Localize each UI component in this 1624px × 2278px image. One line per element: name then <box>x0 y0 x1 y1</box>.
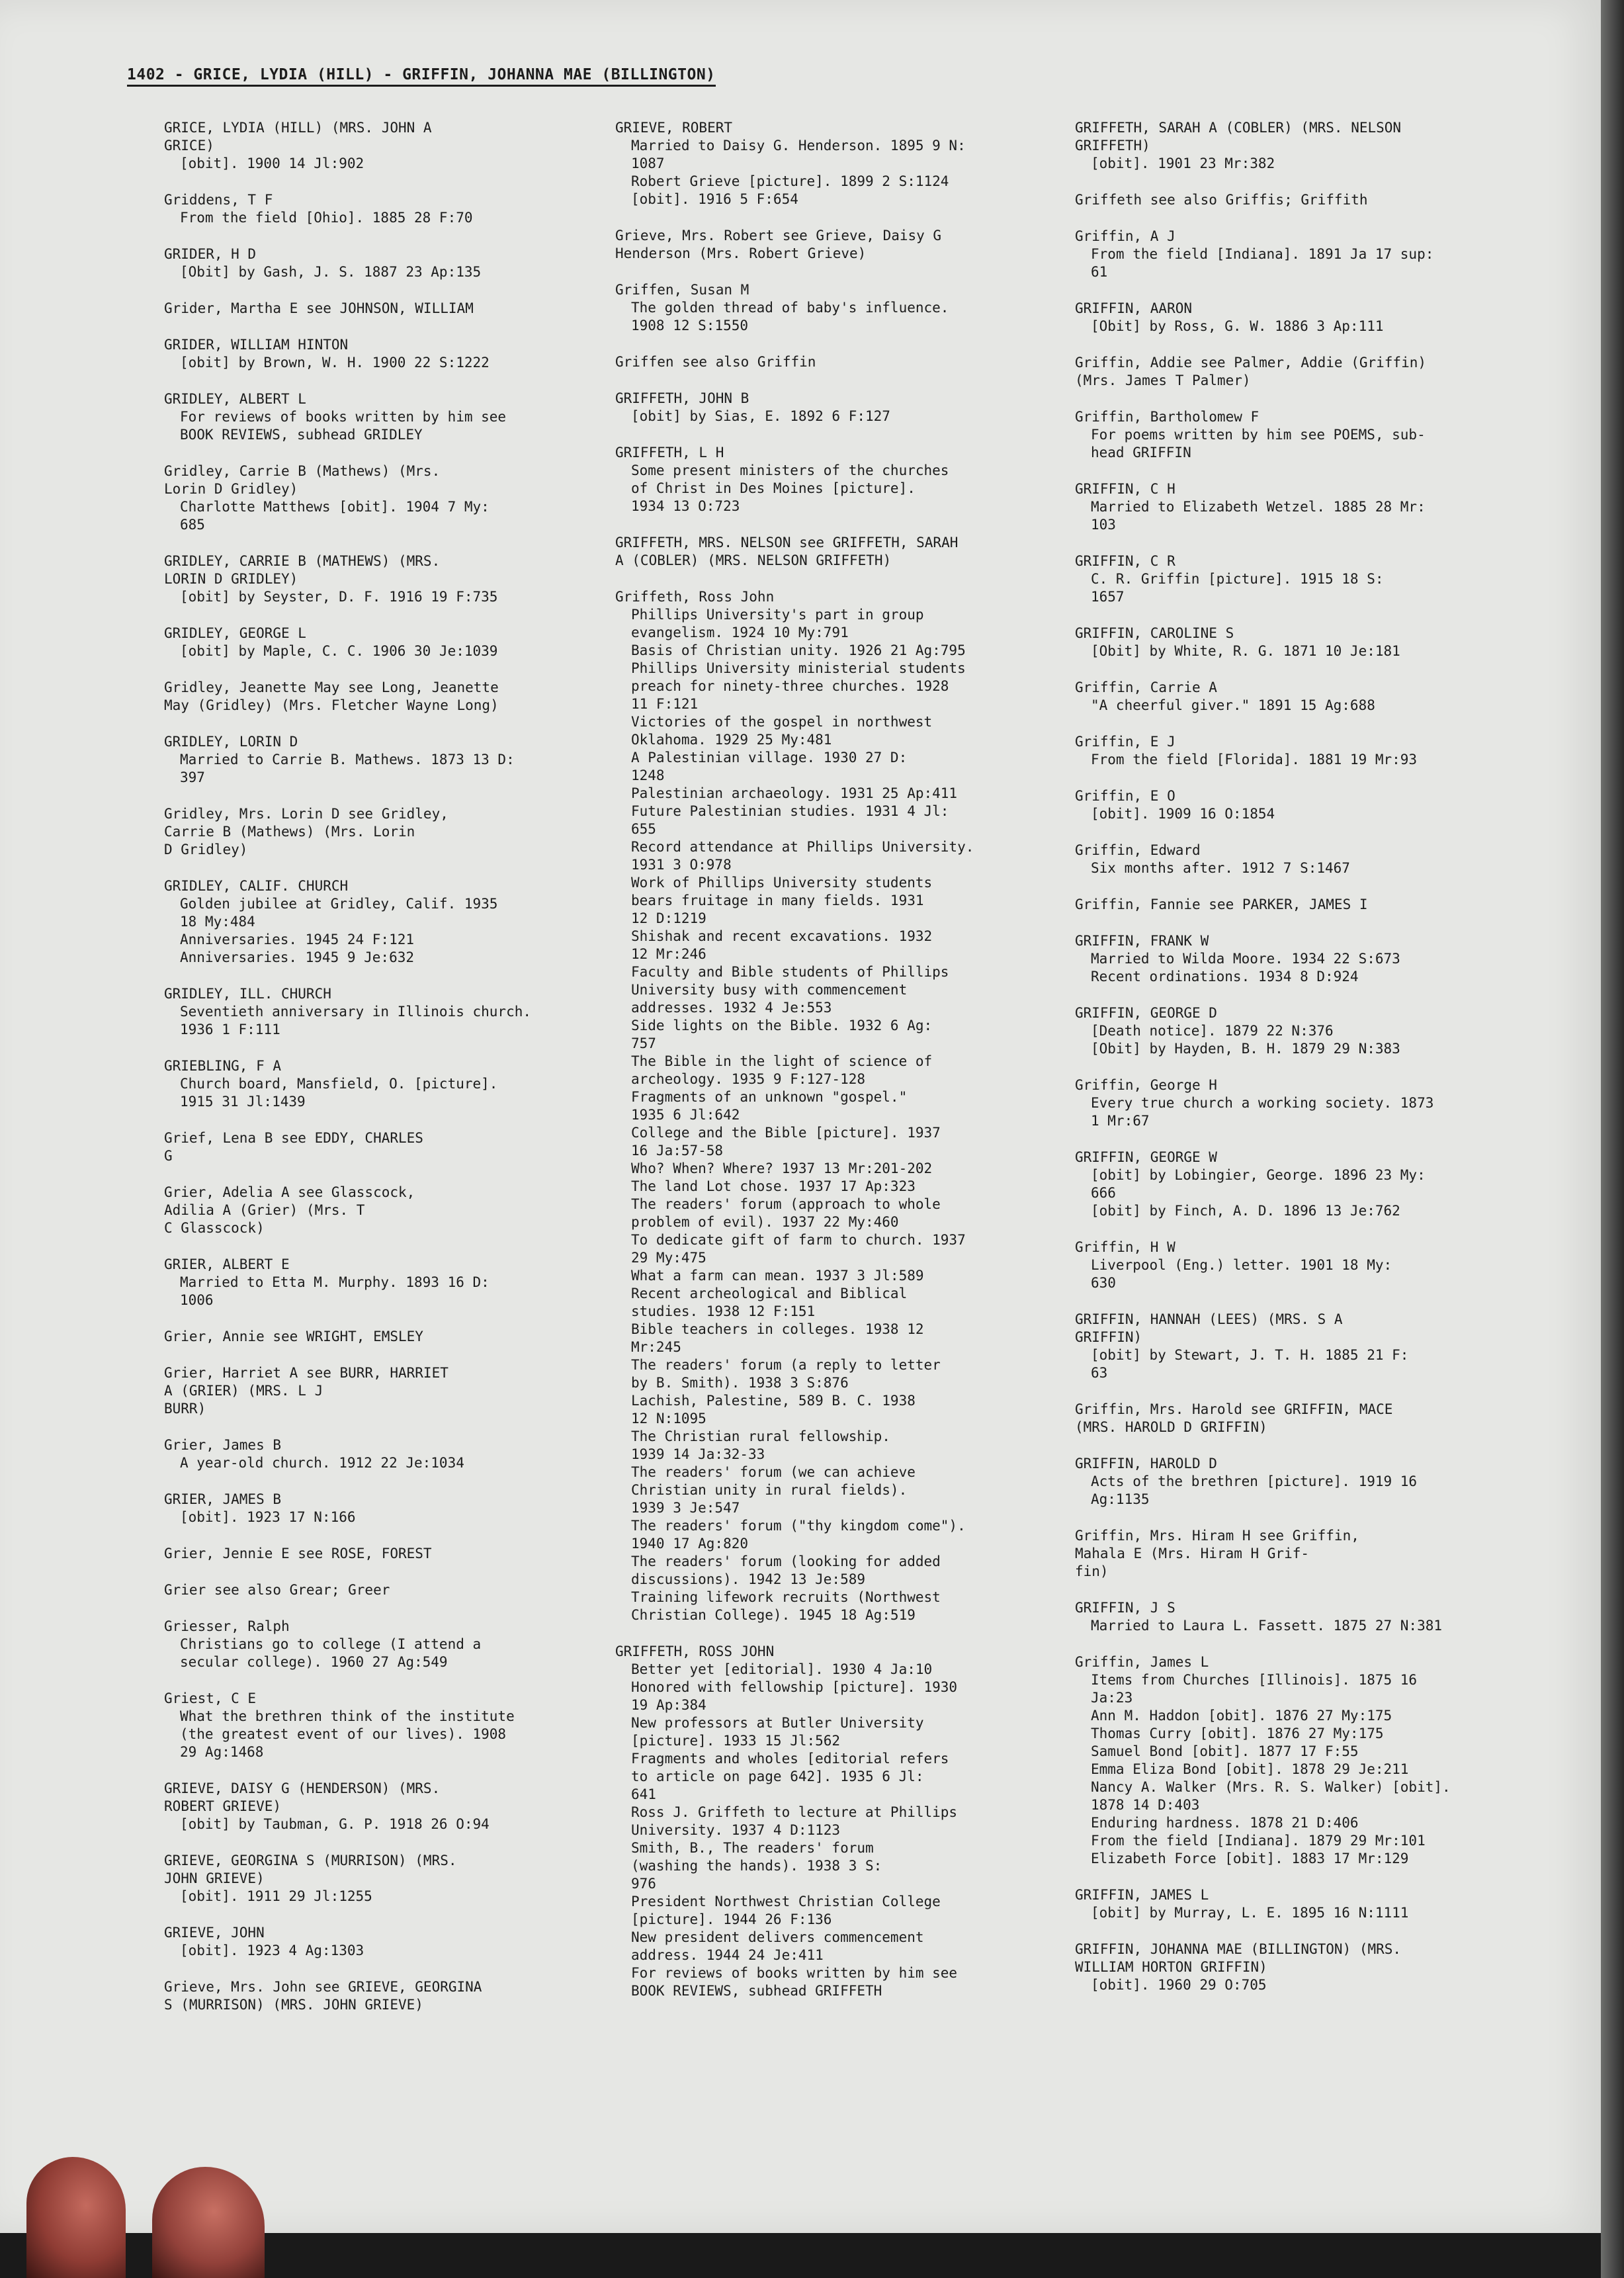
entry-heading: GRIFFIN, FRANK W <box>1075 933 1209 949</box>
entry-heading: Grier, Jennie E see ROSE, FOREST <box>164 1546 432 1561</box>
entry-citation: [obit] by Maple, C. C. 1906 30 Je:1039 <box>180 643 498 659</box>
entry-citation: Who? When? Where? 1937 13 Mr:201-202 <box>631 1161 933 1176</box>
index-entry <box>164 1618 607 1671</box>
entry-citation: To dedicate gift of farm to church. 1937 29 My:475 <box>631 1232 966 1266</box>
entry-citation: [obit] by Murray, L. E. 1895 16 N:1111 <box>1091 1905 1409 1921</box>
index-entry <box>1075 1599 1518 1635</box>
entry-citation: The readers' forum ("thy kingdom come"). 1940 17 Ag:820 <box>631 1518 966 1552</box>
entry-citation: [Obit] by White, R. G. 1871 10 Je:181 <box>1091 643 1400 659</box>
index-entry <box>164 1924 607 1960</box>
index-entry <box>615 444 1058 515</box>
entry-heading: Griffin, Carrie A <box>1075 679 1217 695</box>
index-entry <box>164 390 607 444</box>
entry-heading: GRIEVE, JOHN <box>164 1925 265 1941</box>
entry-heading: Griffin, George H <box>1075 1077 1217 1093</box>
entry-citation: [obit] by Taubman, G. P. 1918 26 O:94 <box>180 1816 490 1832</box>
entry-heading: Griffin, Addie see Palmer, Addie (Griffin) (Mrs. James T Palmer) <box>1075 355 1427 388</box>
index-entry <box>164 733 607 787</box>
index-entry <box>164 1780 607 1833</box>
entry-heading: GRIDLEY, ILL. CHURCH <box>164 986 331 1002</box>
index-entry <box>1075 1401 1518 1436</box>
index-entry <box>1075 1653 1518 1868</box>
entry-heading: Griffin, Mrs. Harold see GRIFFIN, MACE (MRS. HAROLD D GRIFFIN) <box>1075 1401 1393 1435</box>
entry-citation: Married to Laura L. Fassett. 1875 27 N:381 <box>1091 1618 1443 1634</box>
index-entry <box>164 985 607 1039</box>
index-entry <box>164 1328 607 1346</box>
entry-heading: GRIDLEY, CALIF. CHURCH <box>164 878 349 894</box>
entry-heading: Grier, Harriet A see BURR, HARRIET A (GRIER) (MRS. L J BURR) <box>164 1365 449 1417</box>
entry-citation: [obit] by Lobingier, George. 1896 23 My: 666 <box>1091 1167 1426 1201</box>
entry-heading: GRIER, JAMES B <box>164 1491 282 1507</box>
entry-citation: Ann M. Haddon [obit]. 1876 27 My:175 <box>1091 1708 1392 1724</box>
entry-citation: [Obit] by Ross, G. W. 1886 3 Ap:111 <box>1091 318 1384 334</box>
entry-heading: Grieve, Mrs. John see GRIEVE, GEORGINA S (MURRISON) (MRS. JOHN GRIEVE) <box>164 1979 482 2013</box>
entry-heading: Griffin, Bartholomew F <box>1075 409 1260 425</box>
index-entry <box>164 1690 607 1761</box>
entry-citation: Six months after. 1912 7 S:1467 <box>1091 860 1350 876</box>
index-entry <box>1075 1076 1518 1130</box>
entry-heading: Grief, Lena B see EDDY, CHARLES G <box>164 1130 423 1164</box>
entry-citation: Recent ordinations. 1934 8 D:924 <box>1091 969 1359 985</box>
entry-citation: [obit] by Seyster, D. F. 1916 19 F:735 <box>180 589 498 605</box>
entry-citation: The golden thread of baby's influence. 1908 12 S:1550 <box>631 300 949 333</box>
index-entry <box>1075 1941 1518 1994</box>
entry-heading: Grier, Adelia A see Glasscock, Adilia A (Grier) (Mrs. T C Glasscock) <box>164 1184 415 1236</box>
entry-citation: A Palestinian village. 1930 27 D: 1248 <box>631 750 908 783</box>
entry-citation: Robert Grieve [picture]. 1899 2 S:1124 <box>631 173 949 189</box>
entry-citation: Married to Wilda Moore. 1934 22 S:673 <box>1091 951 1400 967</box>
entry-citation: Basis of Christian unity. 1926 21 Ag:795 <box>631 642 966 658</box>
index-entry <box>164 1545 607 1563</box>
entry-heading: GRICE, LYDIA (HILL) (MRS. JOHN A GRICE) <box>164 120 432 153</box>
thumb-left <box>26 2157 126 2278</box>
index-entry <box>164 625 607 660</box>
index-entry <box>164 1978 607 2014</box>
index-entry <box>615 119 1058 208</box>
entry-citation: Honored with fellowship [picture]. 1930 19 Ap:384 <box>631 1679 958 1713</box>
entry-citation: Some present ministers of the churches of Christ in Des Moines [picture]. 1934 13 O:723 <box>631 462 949 514</box>
index-entry <box>1075 1527 1518 1581</box>
entry-heading: GRIFFIN, HANNAH (LEES) (MRS. S A GRIFFIN) <box>1075 1311 1343 1345</box>
column-2 <box>615 119 1058 2019</box>
column-3 <box>1075 119 1518 2013</box>
entry-citation: Thomas Curry [obit]. 1876 27 My:175 <box>1091 1726 1384 1741</box>
entry-heading: Griffin, Edward <box>1075 842 1201 858</box>
entry-heading: Griffeth see also Griffis; Griffith <box>1075 192 1368 208</box>
index-entry <box>1075 119 1518 173</box>
entry-heading: GRIEVE, DAISY G (HENDERSON) (MRS. ROBERT GRIEVE) <box>164 1780 441 1814</box>
entry-citation: [Death notice]. 1879 22 N:376 <box>1091 1023 1334 1039</box>
entry-citation: [obit]. 1909 16 O:1854 <box>1091 806 1275 822</box>
entry-citation: C. R. Griffin [picture]. 1915 18 S: 1657 <box>1091 571 1384 605</box>
index-entry <box>1075 842 1518 877</box>
index-entry <box>1075 408 1518 462</box>
entry-citation: [obit]. 1960 29 O:705 <box>1091 1977 1267 1993</box>
entry-citation: The Bible in the light of science of archeology. 1935 9 F:127-128 <box>631 1053 933 1087</box>
entry-heading: Griffin, Fannie see PARKER, JAMES I <box>1075 897 1368 912</box>
entry-citation: Phillips University ministerial students preach for ninety-three churches. 1928 11 F:121 <box>631 660 966 712</box>
entry-citation: [obit] by Stewart, J. T. H. 1885 21 F: 63 <box>1091 1347 1409 1381</box>
entry-heading: GRIDER, WILLIAM HINTON <box>164 337 349 353</box>
page-edge-shadow <box>1601 0 1624 2278</box>
entry-citation: The readers' forum (looking for added discussions). 1942 13 Je:589 <box>631 1554 941 1587</box>
entry-heading: Grier, Annie see WRIGHT, EMSLEY <box>164 1329 423 1344</box>
entry-citation: From the field [Indiana]. 1891 Ja 17 sup: 61 <box>1091 246 1434 280</box>
entry-citation: Nancy A. Walker (Mrs. R. S. Walker) [obit]. 1878 14 D:403 <box>1091 1779 1451 1813</box>
entry-heading: GRIFFETH, JOHN B <box>615 390 749 406</box>
index-entry <box>164 191 607 227</box>
entry-citation: Better yet [editorial]. 1930 4 Ja:10 <box>631 1661 933 1677</box>
entry-heading: GRIFFIN, J S <box>1075 1600 1175 1616</box>
entry-heading: Gridley, Mrs. Lorin D see Gridley, Carrie B (Mathews) (Mrs. Lorin D Gridley) <box>164 806 449 857</box>
index-entry <box>164 1436 607 1472</box>
entry-citation: The readers' forum (we can achieve Christian unity in rural fields). 1939 3 Je:547 <box>631 1464 916 1516</box>
entry-citation: Shishak and recent excavations. 1932 12 Mr:246 <box>631 928 933 962</box>
index-entry <box>1075 1886 1518 1922</box>
entry-citation: The readers' forum (a reply to letter by B. Smith). 1938 3 S:876 <box>631 1357 941 1391</box>
entry-citation: Every true church a working society. 1873 1 Mr:67 <box>1091 1095 1434 1129</box>
entry-citation: A year-old church. 1912 22 Je:1034 <box>180 1455 464 1471</box>
entry-heading: Griffin, E J <box>1075 734 1175 750</box>
entry-citation: Married to Daisy G. Henderson. 1895 9 N: 1087 <box>631 138 966 171</box>
entry-heading: GRIFFIN, C R <box>1075 553 1175 569</box>
index-entry <box>164 1129 607 1165</box>
entry-citation: Bible teachers in colleges. 1938 12 Mr:245 <box>631 1321 924 1355</box>
index-entry <box>1075 1239 1518 1292</box>
entry-citation: [obit]. 1901 23 Mr:382 <box>1091 155 1275 171</box>
index-entry <box>615 390 1058 425</box>
entry-citation: The land Lot chose. 1937 17 Ap:323 <box>631 1178 916 1194</box>
entry-heading: GRIFFIN, CAROLINE S <box>1075 625 1234 641</box>
index-entry <box>164 805 607 859</box>
entry-citation: [obit] by Brown, W. H. 1900 22 S:1222 <box>180 355 490 371</box>
entry-citation: Record attendance at Phillips University. 1931 3 O:978 <box>631 839 974 873</box>
entry-heading: Griddens, T F <box>164 192 273 208</box>
entry-citation: [obit]. 1900 14 Jl:902 <box>180 155 364 171</box>
index-entry <box>164 245 607 281</box>
entry-heading: GRIDLEY, LORIN D <box>164 734 298 750</box>
entry-citation: Items from Churches [Illinois]. 1875 16 Ja:23 <box>1091 1672 1418 1706</box>
entry-heading: GRIDER, H D <box>164 246 257 262</box>
entry-citation: Acts of the brethren [picture]. 1919 16 Ag:1135 <box>1091 1473 1418 1507</box>
entry-heading: GRIFFIN, C H <box>1075 481 1175 497</box>
entry-citation: For reviews of books written by him see BOOK REVIEWS, subhead GRIFFETH <box>631 1965 958 1999</box>
index-entry <box>615 353 1058 371</box>
entry-citation: Seventieth anniversary in Illinois church. 1936 1 F:111 <box>180 1004 532 1037</box>
entry-citation: Emma Eliza Bond [obit]. 1878 29 Je:211 <box>1091 1761 1409 1777</box>
index-entry <box>1075 1455 1518 1509</box>
entry-citation: [obit]. 1916 5 F:654 <box>631 191 798 207</box>
entry-heading: Griffen see also Griffin <box>615 354 816 370</box>
entry-citation: Training lifework recruits (Northwest Christian College). 1945 18 Ag:519 <box>631 1589 941 1623</box>
index-entry <box>1075 896 1518 914</box>
index-entry <box>164 1057 607 1111</box>
entry-heading: GRIFFETH, ROSS JOHN <box>615 1643 775 1659</box>
index-entry <box>615 281 1058 335</box>
entry-heading: Griffeth, Ross John <box>615 589 775 605</box>
entry-heading: Griffin, H W <box>1075 1239 1175 1255</box>
entry-heading: Griesser, Ralph <box>164 1618 290 1634</box>
entry-citation: Anniversaries. 1945 24 F:121 <box>180 932 415 947</box>
entry-citation: Church board, Mansfield, O. [picture]. 1915 31 Jl:1439 <box>180 1076 498 1110</box>
entry-citation: Smith, B., The readers' forum (washing the hands). 1938 3 S: 976 <box>631 1840 882 1892</box>
index-entry <box>1075 300 1518 335</box>
entry-citation: [obit]. 1923 4 Ag:1303 <box>180 1943 364 1958</box>
entry-citation: Fragments and wholes [editorial refers to article on page 642]. 1935 6 Jl: 641 <box>631 1751 949 1802</box>
entry-citation: [obit]. 1923 17 N:166 <box>180 1509 356 1525</box>
entry-heading: Gridley, Jeanette May see Long, Jeanette May (Gridley) (Mrs. Fletcher Wayne Long) <box>164 679 499 713</box>
entry-citation: Christians go to college (I attend a secular college). 1960 27 Ag:549 <box>180 1636 482 1670</box>
index-entry <box>164 119 607 173</box>
index-entry <box>615 1643 1058 2000</box>
entry-citation: For reviews of books written by him see BOOK REVIEWS, subhead GRIDLEY <box>180 409 507 443</box>
index-entry <box>1075 679 1518 715</box>
entry-citation: Victories of the gospel in northwest Oklahoma. 1929 25 My:481 <box>631 714 933 748</box>
entry-citation: [Obit] by Hayden, B. H. 1879 29 N:383 <box>1091 1041 1400 1057</box>
index-entry <box>1075 733 1518 769</box>
entry-citation: "A cheerful giver." 1891 15 Ag:688 <box>1091 697 1375 713</box>
entry-heading: Griffen, Susan M <box>615 282 749 298</box>
index-entry <box>164 1256 607 1309</box>
index-entry <box>164 1364 607 1418</box>
entry-heading: GRIDLEY, ALBERT L <box>164 391 306 407</box>
index-entry <box>164 1184 607 1237</box>
entry-citation: Married to Etta M. Murphy. 1893 16 D: 1006 <box>180 1274 490 1308</box>
entry-heading: GRIFFIN, JAMES L <box>1075 1887 1209 1903</box>
entry-citation: [obit]. 1911 29 Jl:1255 <box>180 1888 372 1904</box>
entry-citation: Work of Phillips University students bears fruitage in many fields. 1931 12 D:1219 <box>631 875 933 926</box>
index-entry <box>164 1852 607 1906</box>
entry-citation: Enduring hardness. 1878 21 D:406 <box>1091 1815 1359 1831</box>
entry-heading: GRIEVE, ROBERT <box>615 120 733 136</box>
entry-citation: What a farm can mean. 1937 3 Jl:589 <box>631 1268 924 1284</box>
entry-heading: GRIER, ALBERT E <box>164 1256 290 1272</box>
entry-heading: GRIFFIN, GEORGE D <box>1075 1005 1217 1021</box>
index-entry <box>1075 191 1518 209</box>
entry-citation: Ross J. Griffeth to lecture at Phillips University. 1937 4 D:1123 <box>631 1804 958 1838</box>
entry-citation: Future Palestinian studies. 1931 4 Jl: 655 <box>631 803 949 837</box>
entry-citation: Married to Carrie B. Mathews. 1873 13 D: 397 <box>180 752 515 785</box>
index-entry <box>164 336 607 372</box>
index-entry <box>164 1491 607 1526</box>
index-entry <box>1075 552 1518 606</box>
entry-heading: GRIFFIN, GEORGE W <box>1075 1149 1217 1165</box>
entry-citation: From the field [Florida]. 1881 19 Mr:93 <box>1091 752 1418 767</box>
entry-heading: GRIEVE, GEORGINA S (MURRISON) (MRS. JOHN GRIEVE) <box>164 1853 457 1886</box>
page-header: 1402 - GRICE, LYDIA (HILL) - GRIFFIN, JOHANNA MAE (BILLINGTON) <box>127 66 716 87</box>
entry-citation: From the field [Indiana]. 1879 29 Mr:101 <box>1091 1833 1426 1849</box>
entry-citation: The readers' forum (approach to whole problem of evil). 1937 22 My:460 <box>631 1196 941 1230</box>
entry-citation: President Northwest Christian College [picture]. 1944 26 F:136 <box>631 1894 941 1927</box>
entry-citation: Liverpool (Eng.) letter. 1901 18 My: 630 <box>1091 1257 1392 1291</box>
index-entry <box>615 227 1058 263</box>
index-entry <box>1075 932 1518 986</box>
entry-citation: The Christian rural fellowship. 1939 14 Ja:32-33 <box>631 1428 890 1462</box>
entry-heading: GRIFFETH, MRS. NELSON see GRIFFETH, SARAH A (COBLER) (MRS. NELSON GRIFFETH) <box>615 535 959 568</box>
entry-heading: Griffin, A J <box>1075 228 1175 244</box>
entry-heading: Grier see also Grear; Greer <box>164 1582 390 1598</box>
entry-citation: Recent archeological and Biblical studies. 1938 12 F:151 <box>631 1286 908 1319</box>
entry-citation: Palestinian archaeology. 1931 25 Ap:411 <box>631 785 958 801</box>
entry-citation: For poems written by him see POEMS, sub- head GRIFFIN <box>1091 427 1426 460</box>
index-entry <box>164 877 607 967</box>
index-entry <box>1075 1149 1518 1220</box>
index-entry <box>1075 1311 1518 1382</box>
entry-citation: Golden jubilee at Gridley, Calif. 1935 18 My:484 <box>180 896 498 930</box>
entry-citation: New professors at Butler University [picture]. 1933 15 Jl:562 <box>631 1715 924 1749</box>
entry-heading: Grider, Martha E see JOHNSON, WILLIAM <box>164 300 474 316</box>
entry-heading: GRIDLEY, CARRIE B (MATHEWS) (MRS. LORIN D GRIDLEY) <box>164 553 441 587</box>
index-entry <box>1075 480 1518 534</box>
entry-citation: Charlotte Matthews [obit]. 1904 7 My: 685 <box>180 499 490 533</box>
entry-heading: GRIFFETH, L H <box>615 445 724 460</box>
entry-citation: Anniversaries. 1945 9 Je:632 <box>180 949 415 965</box>
entry-heading: Grieve, Mrs. Robert see Grieve, Daisy G Henderson (Mrs. Robert Grieve) <box>615 228 942 261</box>
index-entry <box>164 300 607 318</box>
entry-heading: GRIFFIN, JOHANNA MAE (BILLINGTON) (MRS. WILLIAM HORTON GRIFFIN) <box>1075 1941 1402 1975</box>
entry-citation: College and the Bible [picture]. 1937 16 Ja:57-58 <box>631 1125 941 1159</box>
entry-heading: Griffin, Mrs. Hiram H see Griffin, Mahala E (Mrs. Hiram H Grif- fin) <box>1075 1528 1359 1579</box>
entry-citation: Phillips University's part in group evangelism. 1924 10 My:791 <box>631 607 924 640</box>
entry-heading: Griffin, James L <box>1075 1654 1209 1670</box>
entry-citation: What the brethren think of the institute (the greatest event of our lives). 1908 29 Ag:1468 <box>180 1708 515 1760</box>
column-1 <box>164 119 607 2033</box>
entry-citation: [obit] by Finch, A. D. 1896 13 Je:762 <box>1091 1203 1400 1219</box>
index-entry <box>615 534 1058 570</box>
entry-citation: Elizabeth Force [obit]. 1883 17 Mr:129 <box>1091 1851 1409 1866</box>
entry-heading: Gridley, Carrie B (Mathews) (Mrs. Lorin D Gridley) <box>164 463 441 497</box>
index-entry <box>164 1581 607 1599</box>
entry-citation: [Obit] by Gash, J. S. 1887 23 Ap:135 <box>180 264 482 280</box>
entry-heading: Griffin, E O <box>1075 788 1175 804</box>
entry-heading: Grier, James B <box>164 1437 282 1453</box>
entry-heading: GRIDLEY, GEORGE L <box>164 625 306 641</box>
entry-heading: GRIFFETH, SARAH A (COBLER) (MRS. NELSON GRIFFETH) <box>1075 120 1402 153</box>
index-entry <box>1075 228 1518 281</box>
index-entry <box>164 552 607 606</box>
entry-heading: GRIFFIN, AARON <box>1075 300 1193 316</box>
index-entry <box>1075 787 1518 823</box>
entry-citation: Lachish, Palestine, 589 B. C. 1938 12 N:1095 <box>631 1393 916 1426</box>
index-entry <box>164 679 607 715</box>
entry-citation: Faculty and Bible students of Phillips University busy with commencement addresses. 1932 4 Je:553 <box>631 964 949 1016</box>
index-entry <box>164 462 607 534</box>
entry-citation: From the field [Ohio]. 1885 28 F:70 <box>180 210 473 226</box>
entry-citation: New president delivers commencement address. 1944 24 Je:411 <box>631 1929 924 1963</box>
index-entry <box>615 588 1058 1624</box>
entry-citation: Married to Elizabeth Wetzel. 1885 28 Mr: 103 <box>1091 499 1426 533</box>
entry-citation: Side lights on the Bible. 1932 6 Ag: 757 <box>631 1018 933 1051</box>
index-entry <box>1075 354 1518 390</box>
index-entry <box>1075 1004 1518 1058</box>
index-entry <box>1075 625 1518 660</box>
entry-heading: GRIEBLING, F A <box>164 1058 282 1074</box>
entry-citation: Fragments of an unknown "gospel." 1935 6 Jl:642 <box>631 1089 908 1123</box>
entry-heading: GRIFFIN, HAROLD D <box>1075 1456 1217 1471</box>
entry-citation: Samuel Bond [obit]. 1877 17 F:55 <box>1091 1743 1359 1759</box>
entry-citation: [obit] by Sias, E. 1892 6 F:127 <box>631 408 890 424</box>
entry-heading: Griest, C E <box>164 1690 257 1706</box>
